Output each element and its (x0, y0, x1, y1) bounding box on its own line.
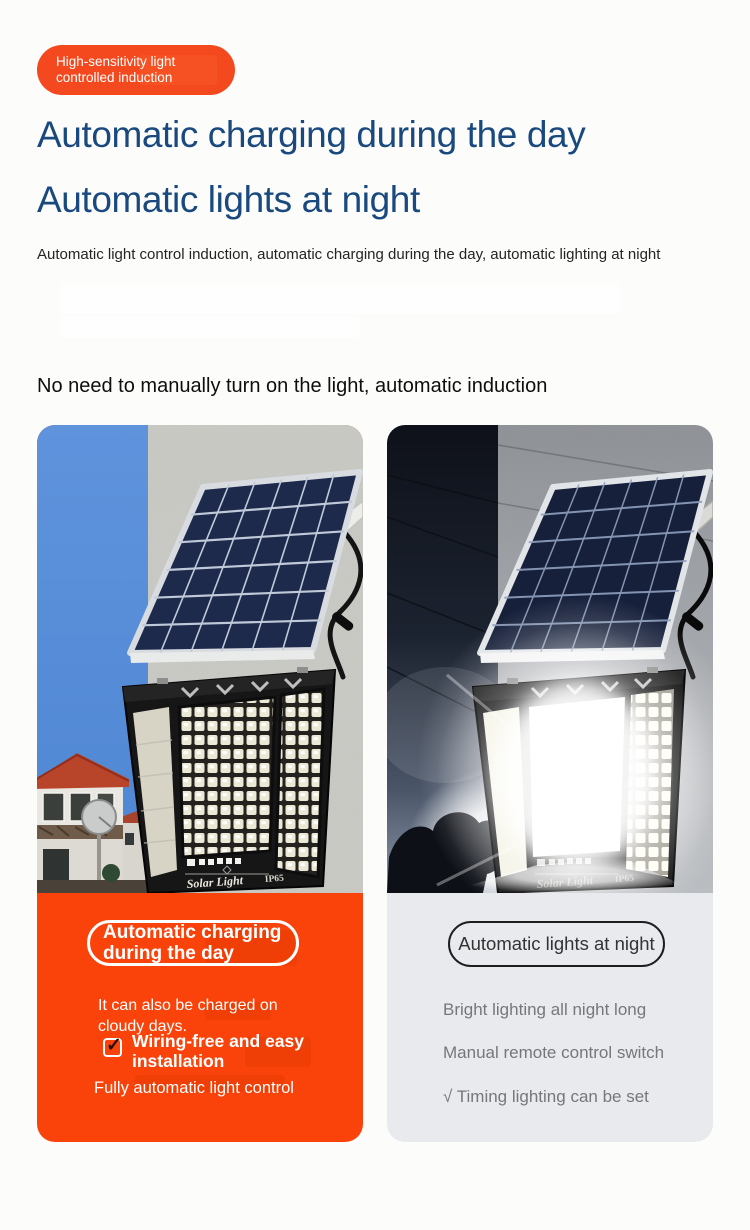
led-floodlight-illustration (123, 667, 335, 893)
erased-text-remnant (60, 284, 620, 314)
feature-badge (37, 45, 235, 95)
check-icon: ✓ (103, 1038, 122, 1057)
day-feature-text: It can also be charged on cloudy days. (98, 997, 278, 1035)
day-photo-illustration (37, 425, 363, 893)
headline-day: Automatic charging during the day (37, 114, 586, 155)
night-feature-list (443, 1000, 664, 1107)
day-pill-label: Automatic charging during the day (87, 920, 299, 966)
night-feature-item: Manual remote control switch (443, 1043, 665, 1063)
note-text: No need to manually turn on the light, automatic induction (37, 375, 548, 397)
feature-badge-label: High-sensitivity light controlled induction (56, 54, 176, 86)
day-footer-text: Fully automatic light control (94, 1079, 294, 1097)
day-checkbox-row (103, 1031, 332, 1071)
subtitle: Automatic light control induction, automatic charging during the day, automatic lighting at night (37, 246, 661, 263)
night-photo-illustration (387, 425, 713, 893)
led-grid-right (276, 689, 324, 877)
night-feature-item: √ Timing lighting can be set (443, 1086, 649, 1106)
night-pill-label: Automatic lights at night (448, 921, 665, 967)
led-grid-center (179, 697, 275, 857)
night-feature-item: Bright lighting all night long (443, 1000, 647, 1019)
headline-night: Automatic lights at night (37, 179, 420, 220)
erased-text-remnant (60, 316, 360, 338)
night-card (387, 425, 713, 1142)
day-card (37, 425, 363, 1142)
day-checkbox-label: Wiring-free and easy installation (132, 1031, 304, 1072)
ip-rating-label: IP65 (264, 873, 285, 885)
brand-label: Solar Light (186, 873, 244, 891)
